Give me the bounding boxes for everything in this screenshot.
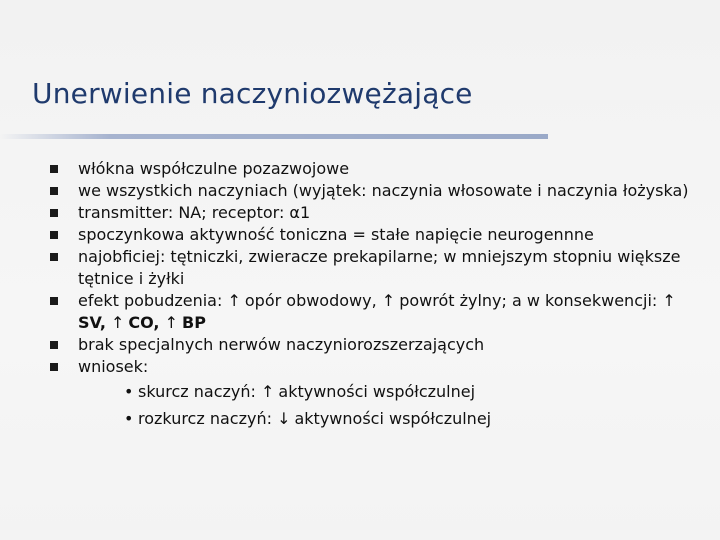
down-arrow-icon: ↓ bbox=[277, 409, 291, 428]
up-arrow-icon: ↑ bbox=[111, 313, 125, 332]
list-item: spoczynkowa aktywność toniczna = stałe napięcie neurogennne bbox=[48, 224, 698, 246]
up-arrow-icon: ↑ bbox=[227, 291, 241, 310]
square-bullet-icon bbox=[50, 253, 58, 261]
list-item: transmitter: NA; receptor: α1 bbox=[48, 202, 698, 224]
list-item: najobficiej: tętniczki, zwieracze prekapilarne; w mniejszym stopniu większe tętnice i żyłki bbox=[48, 246, 698, 290]
list-item: wniosek: • skurcz naczyń: ↑ aktywności współczulnej • rozkurcz naczyń: ↓ aktywności współczulnej bbox=[48, 356, 698, 432]
square-bullet-icon bbox=[50, 231, 58, 239]
title-underline bbox=[0, 134, 548, 139]
square-bullet-icon bbox=[50, 165, 58, 173]
square-bullet-icon bbox=[50, 297, 58, 305]
square-bullet-icon bbox=[50, 187, 58, 195]
bullet-list bbox=[48, 158, 698, 432]
sub-list bbox=[78, 378, 698, 432]
bold-term: SV, bbox=[78, 313, 106, 332]
list-item: efekt pobudzenia: ↑ opór obwodowy, ↑ powrót żylny; a w konsekwencji: ↑SV, ↑ CO, ↑ BP bbox=[48, 290, 698, 334]
sub-list-item: • rozkurcz naczyń: ↓ aktywności współczulnej bbox=[124, 405, 698, 432]
list-item: we wszystkich naczyniach (wyjątek: naczynia włosowate i naczynia łożyska) bbox=[48, 180, 698, 202]
sub-list-item: • skurcz naczyń: ↑ aktywności współczulnej bbox=[124, 378, 698, 405]
dot-bullet-icon: • bbox=[124, 382, 134, 401]
dot-bullet-icon: • bbox=[124, 409, 134, 428]
list-item: brak specjalnych nerwów naczyniorozszerzających bbox=[48, 334, 698, 356]
slide-title: Unerwienie naczyniozwężające bbox=[32, 77, 473, 110]
square-bullet-icon bbox=[50, 363, 58, 371]
up-arrow-icon: ↑ bbox=[381, 291, 396, 310]
square-bullet-icon bbox=[50, 209, 58, 217]
list-item: włókna współczulne pozazwojowe bbox=[48, 158, 698, 180]
square-bullet-icon bbox=[50, 341, 58, 349]
up-arrow-icon: ↑ bbox=[662, 291, 676, 310]
bold-term: BP bbox=[182, 313, 206, 332]
up-arrow-icon: ↑ bbox=[164, 313, 178, 332]
bold-term: CO, bbox=[128, 313, 160, 332]
up-arrow-icon: ↑ bbox=[261, 382, 275, 401]
